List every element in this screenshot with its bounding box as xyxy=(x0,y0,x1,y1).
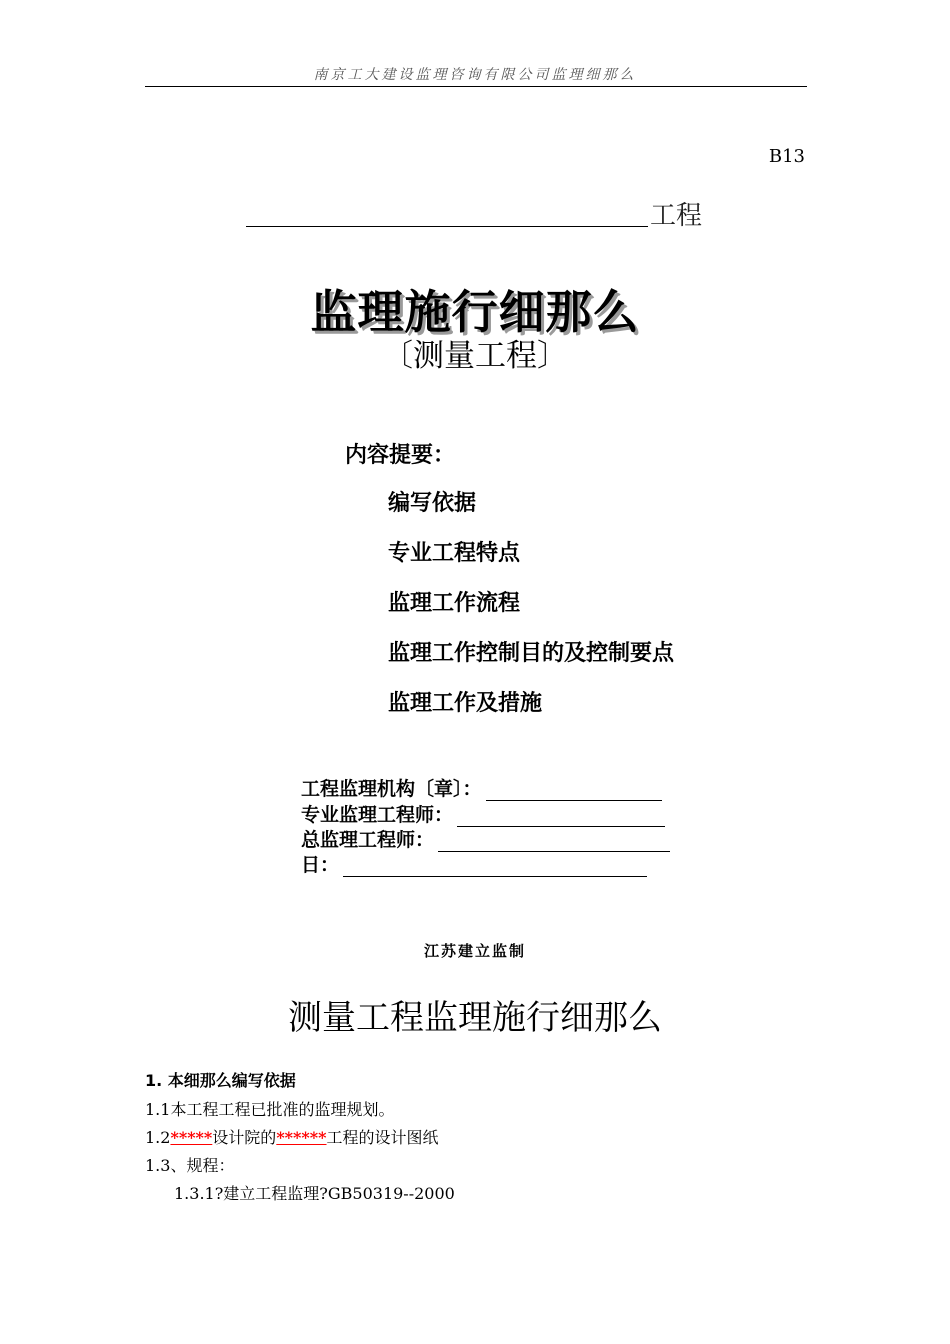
signature-label-specialist: 专业监理工程师： xyxy=(301,804,454,826)
project-name-blank xyxy=(246,226,648,227)
redacted-placeholder: ****** xyxy=(276,1128,327,1147)
summary-item: 监理工作控制目的及控制要点 xyxy=(388,641,675,666)
document-subtitle: 〔测量工程〕 xyxy=(382,338,568,374)
summary-item: 编写依据 xyxy=(388,491,477,516)
section-heading: 1. 本细那么编写依据 xyxy=(145,1071,296,1090)
summary-item: 监理工作及措施 xyxy=(388,691,543,716)
summary-item: 专业工程特点 xyxy=(388,541,521,566)
paragraph-text: 设计院的 xyxy=(212,1128,277,1147)
header-divider xyxy=(145,86,807,87)
summary-heading: 内容提要： xyxy=(345,443,456,468)
body-title: 测量工程监理施行细那么 xyxy=(288,998,662,1038)
signature-label-org: 工程监理机构〔章〕： xyxy=(301,778,482,800)
paragraph: 1.3.1?建立工程监理?GB50319--2000 xyxy=(174,1184,455,1203)
signature-blank-date xyxy=(343,860,647,877)
paragraph: 1.1本工程工程已批准的监理规划。 xyxy=(145,1100,395,1119)
signature-label-date: 日： xyxy=(301,854,340,876)
issuer: 江苏建立监制 xyxy=(423,942,526,960)
paragraph-text: 工程的设计图纸 xyxy=(326,1128,439,1147)
document-title: 监理施行细那么 xyxy=(310,285,640,339)
page-header-company: 南京工大建设监理咨询有限公司监理细那么 xyxy=(313,67,637,83)
project-label: 工程 xyxy=(650,201,703,231)
signature-row-chief xyxy=(301,825,670,852)
paragraph: 1.3、规程： xyxy=(145,1156,235,1175)
signature-label-chief: 总监理工程师： xyxy=(301,829,435,851)
document-code: B13 xyxy=(768,146,805,167)
signature-row-specialist xyxy=(301,800,665,827)
paragraph-design-drawings xyxy=(145,1125,439,1148)
redacted-placeholder: ***** xyxy=(170,1128,213,1147)
summary-item: 监理工作流程 xyxy=(388,591,521,616)
paragraph-prefix: 1.2 xyxy=(145,1128,171,1147)
signature-blank-org xyxy=(486,784,662,801)
signature-row-date xyxy=(301,850,647,877)
signature-row-org xyxy=(301,774,662,801)
